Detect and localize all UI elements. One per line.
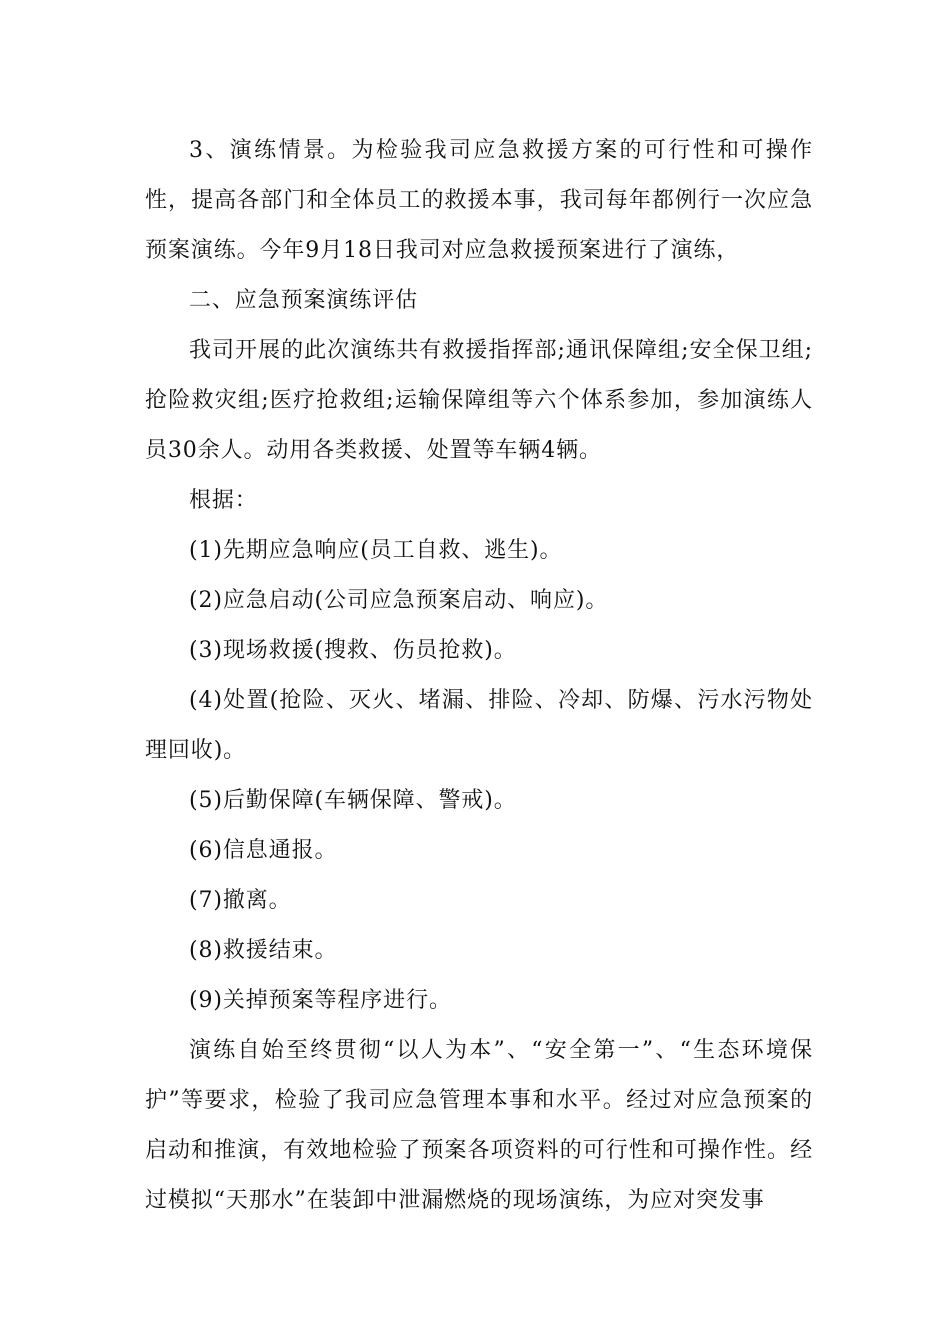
paragraph-basis-label: 根据：	[189, 488, 258, 513]
section-heading-drill-evaluation: 二、应急预案演练评估	[189, 288, 419, 313]
list-item-9: (9)关掉预案等程序进行。	[189, 988, 452, 1013]
list-item-5: (5)后勤保障(车辆保障、警戒)。	[189, 788, 517, 813]
paragraph-participants: 我司开展的此次演练共有救援指挥部;通讯保障组;安全保卫组;抢险救灾组;医疗抢救组;运输保障组等六个体系参加，参加演练人员30余人。动用各类救援、处置等车辆4辆。	[145, 338, 813, 463]
document-body	[145, 126, 813, 1226]
paragraph-drill-conclusion: 演练自始至终贯彻“以人为本”、“安全第一”、“生态环境保护”等要求，检验了我司应急管理本事和水平。经过对应急预案的启动和推演，有效地检验了预案各项资料的可行性和可操作性。经过模拟“天那水”在装卸中泄漏燃烧的现场演练，为应对突发事	[145, 1038, 813, 1213]
list-item-7: (7)撤离。	[189, 888, 292, 913]
list-item-2: (2)应急启动(公司应急预案启动、响应)。	[189, 588, 609, 613]
paragraph-drill-scenario: 3、演练情景。为检验我司应急救援方案的可行性和可操作性，提高各部门和全体员工的救援本事，我司每年都例行一次应急预案演练。今年9月18日我司对应急救援预案进行了演练，	[145, 138, 813, 263]
list-item-8: (8)救援结束。	[189, 938, 338, 963]
list-item-4: (4)处置(抢险、灭火、堵漏、排险、冷却、防爆、污水污物处理回收)。	[145, 688, 813, 763]
list-item-1: (1)先期应急响应(员工自救、逃生)。	[189, 538, 563, 563]
list-item-3: (3)现场救援(搜救、伤员抢救)。	[189, 638, 517, 663]
list-item-6: (6)信息通报。	[189, 838, 338, 863]
